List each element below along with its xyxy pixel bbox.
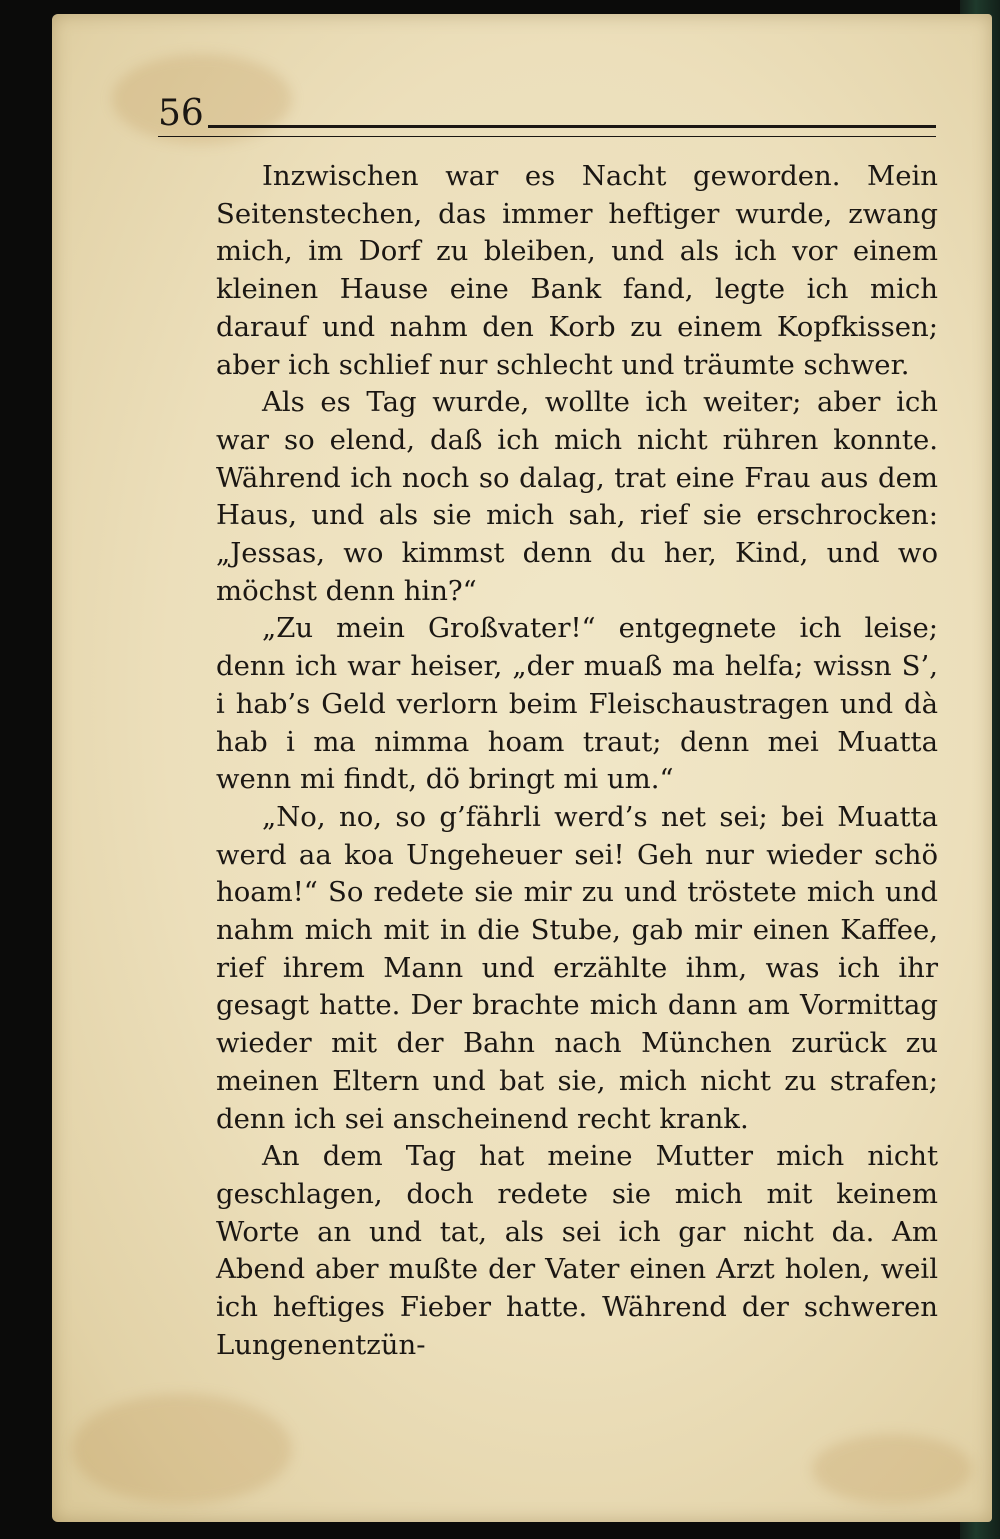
header-rule — [208, 125, 936, 128]
paper-stain — [812, 1434, 972, 1504]
paper-stain — [72, 1394, 292, 1504]
paragraph: Als es Tag wurde, wollte ich weiter; aber ich war so elend, daß ich mich nicht rühren konnte. Während ich noch so dalag, trat eine Frau aus dem Haus, und als sie mich sah, rief sie erschrocken: „Jessas, wo kimmst denn du her, Kind, und wo möchst denn hin?“ — [216, 386, 938, 607]
paragraph: An dem Tag hat meine Mutter mich nicht geschlagen, doch redete sie mich mit keinem Worte an und tat, als sei ich gar nicht da. Am Abend aber mußte der Vater einen Arzt holen, weil ich heftiges Fieber hatte. Während der schweren Lungenentzün- — [216, 1140, 938, 1361]
paragraph: „Zu mein Großvater!“ entgegnete ich leise; denn ich war heiser, „der muaß ma helfa; wissn S’, i hab’s Geld verlorn beim Fleischaustragen und dà hab i ma nimma hoam traut; denn mei Muatta wenn mi findt, dö bringt mi um.“ — [216, 612, 938, 796]
page-header — [158, 92, 936, 140]
header-rule-thin — [158, 136, 936, 137]
page-number: 56 — [158, 93, 204, 134]
body-text — [216, 158, 938, 1365]
paragraph: Inzwischen war es Nacht geworden. Mein Seitenstechen, das immer heftiger wurde, zwang mich, im Dorf zu bleiben, und als ich vor einem kleinen Hause eine Bank fand, legte ich mich darauf und nahm den Korb zu einem Kopfkissen; aber ich schlief nur schlecht und träumte schwer. — [216, 160, 938, 381]
paragraph: „No, no, so g’fährli werd’s net sei; bei Muatta werd aa koa Ungeheuer sei! Geh nur wieder schö hoam!“ So redete sie mir zu und tröstete mich und nahm mich mit in die Stube, gab mir einen Kaffee, rief ihrem Mann und erzählte ihm, was ich ihr gesagt hatte. Der brachte mich dann am Vormittag wieder mit der Bahn nach München zurück zu meinen Eltern und bat sie, mich nicht zu strafen; denn ich sei anscheinend recht krank. — [216, 800, 938, 1135]
